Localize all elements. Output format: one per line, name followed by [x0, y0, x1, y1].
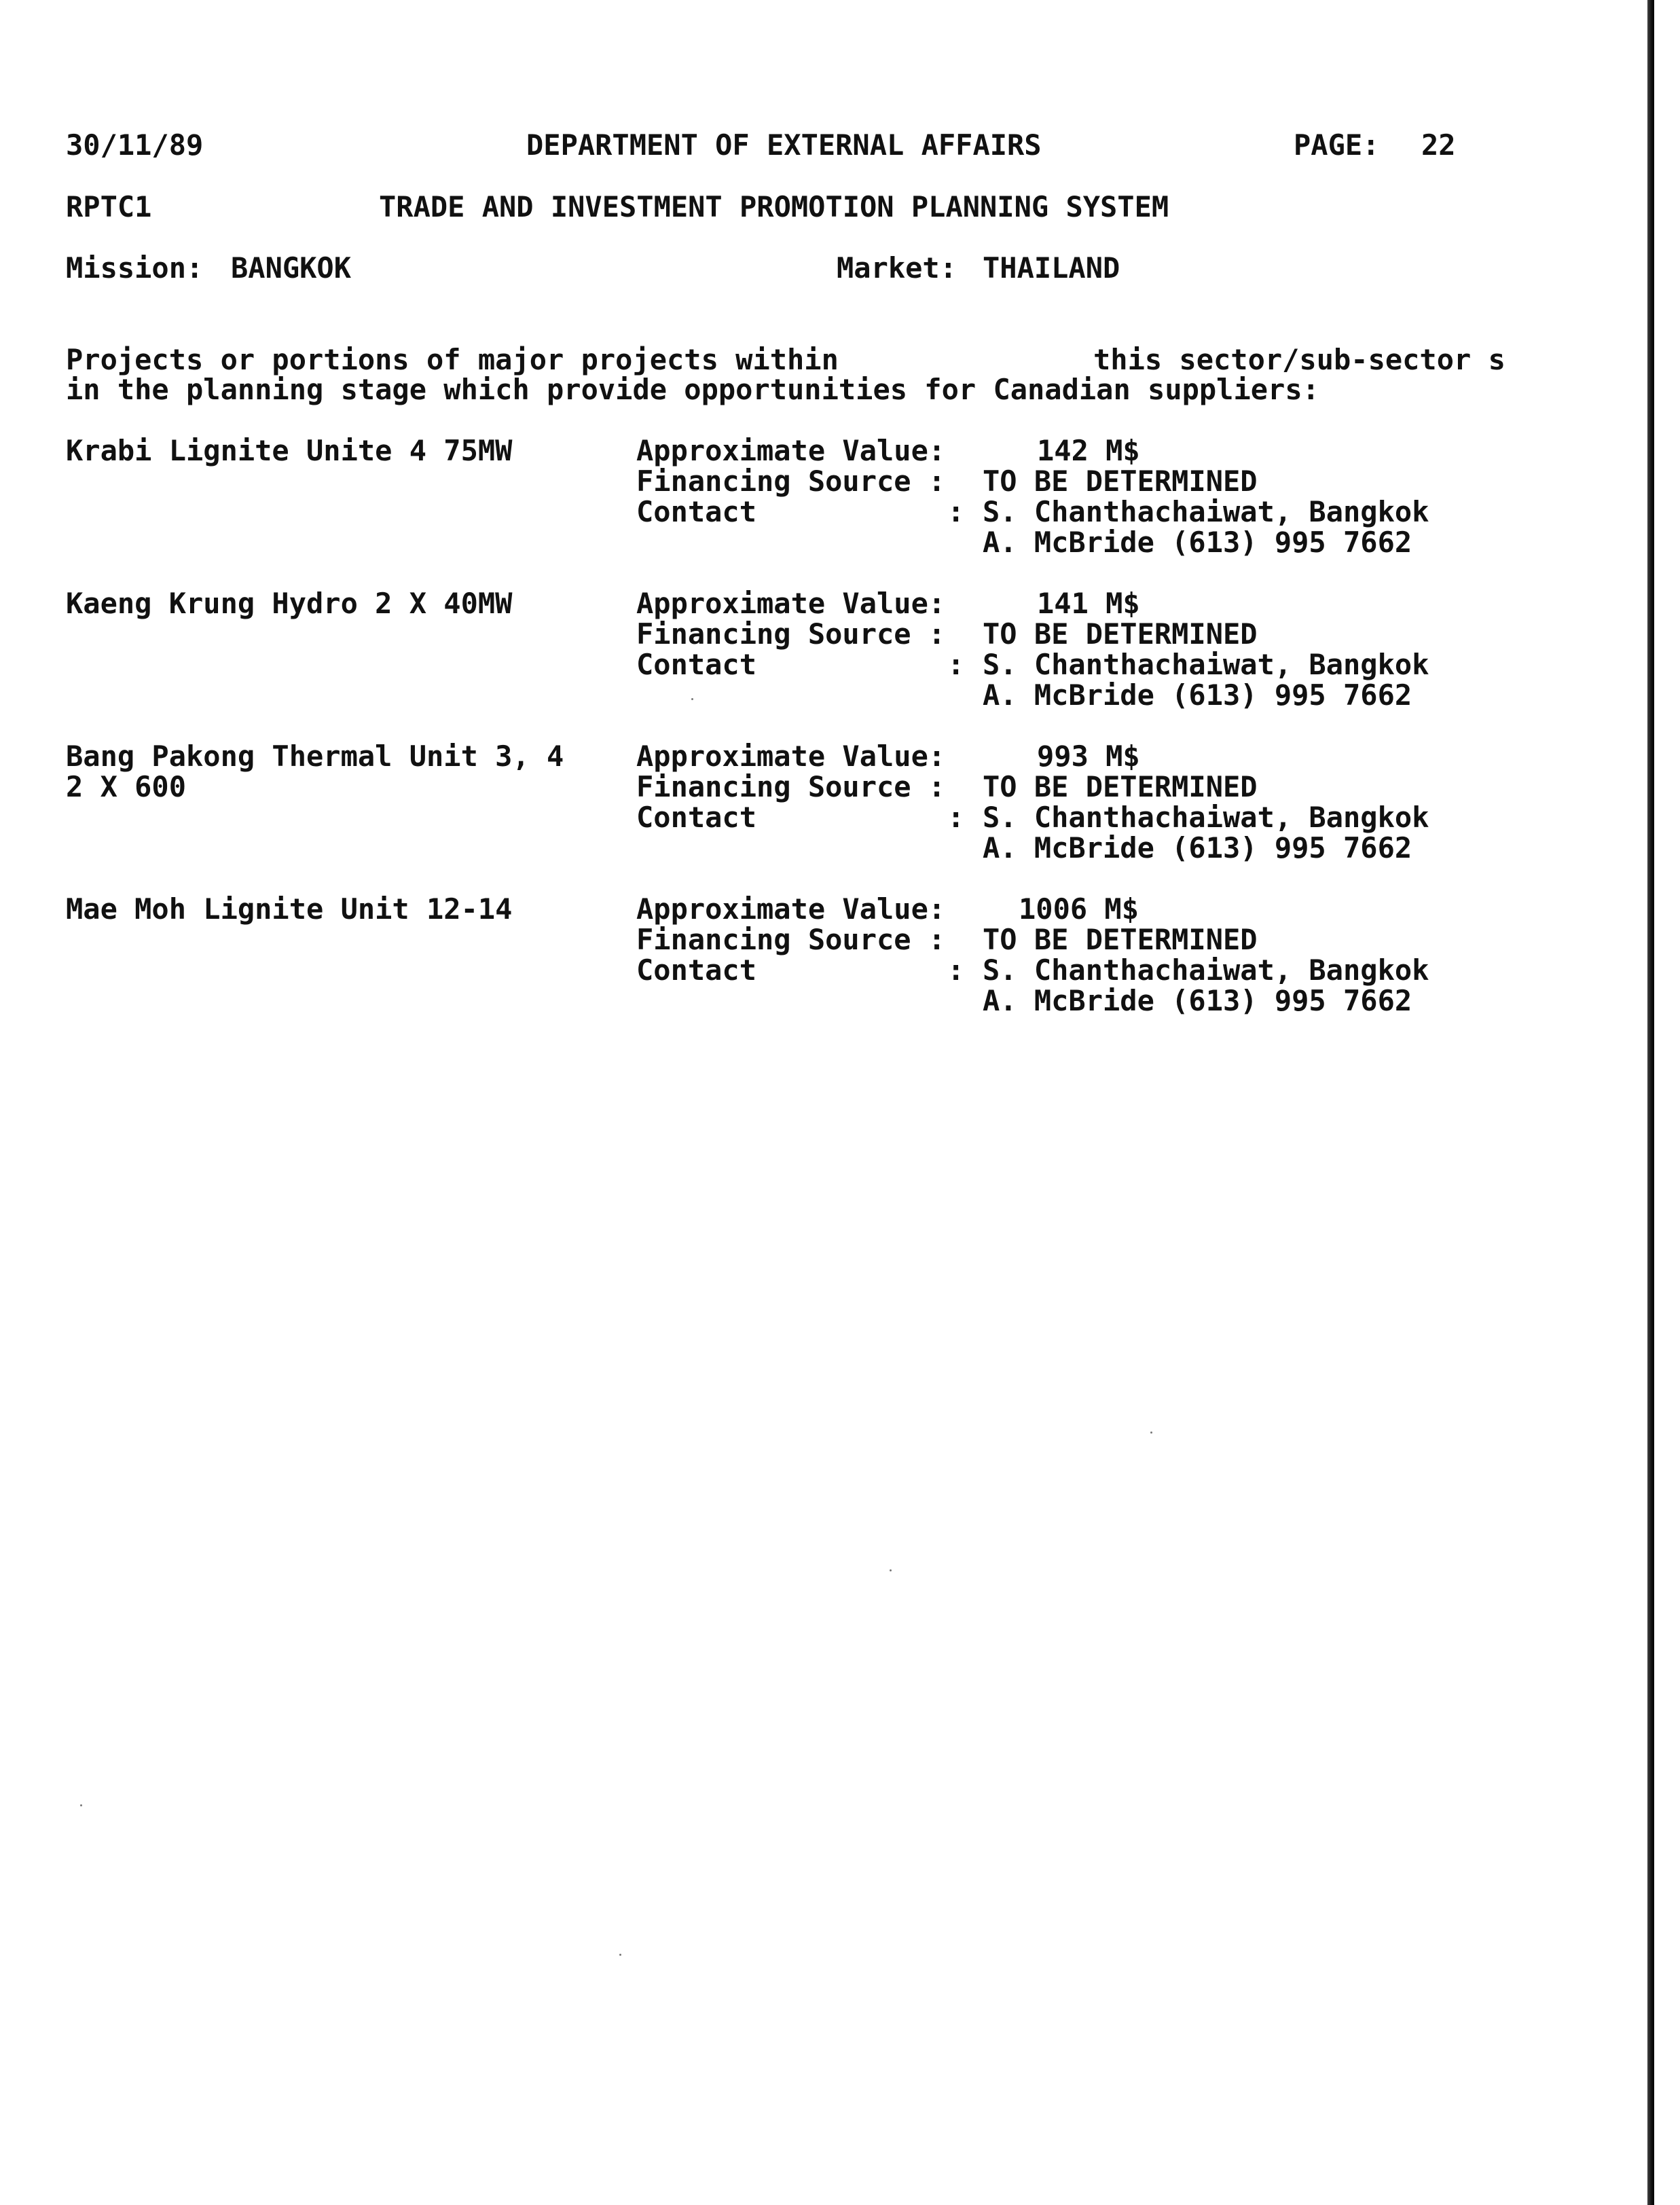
- scan-speck: [691, 698, 693, 700]
- page-label: PAGE:: [1294, 128, 1380, 162]
- scan-speck: [619, 1954, 621, 1956]
- financing-source-value: TO BE DETERMINED: [983, 770, 1258, 803]
- project-name: Krabi Lignite Unite 4 75MW: [66, 434, 513, 467]
- financing-source-value: TO BE DETERMINED: [983, 464, 1258, 498]
- contact-label: Contact: [636, 648, 757, 681]
- contact-label: Contact: [636, 801, 757, 834]
- department-title: DEPARTMENT OF EXTERNAL AFFAIRS: [526, 128, 1042, 162]
- contact-primary: S. Chanthachaiwat, Bangkok: [983, 495, 1429, 528]
- report-code: RPTC1: [66, 190, 152, 223]
- contact-label: Contact: [636, 495, 757, 528]
- report-date: 30/11/89: [66, 128, 204, 162]
- scan-speck: [890, 1569, 892, 1571]
- contact-primary: S. Chanthachaiwat, Bangkok: [983, 801, 1429, 834]
- contact-secondary: A. McBride (613) 995 7662: [983, 984, 1412, 1017]
- market-value: THAILAND: [983, 251, 1120, 285]
- approx-value: 141 M$: [1037, 587, 1140, 620]
- system-title: TRADE AND INVESTMENT PROMOTION PLANNING SYSTEM: [379, 190, 1169, 223]
- scan-margin: [1654, 0, 1680, 2205]
- financing-source-label: Financing Source :: [636, 617, 946, 651]
- contact-primary: S. Chanthachaiwat, Bangkok: [983, 648, 1429, 681]
- contact-secondary: A. McBride (613) 995 7662: [983, 526, 1412, 559]
- contact-primary: S. Chanthachaiwat, Bangkok: [983, 953, 1429, 987]
- financing-source-value: TO BE DETERMINED: [983, 923, 1258, 956]
- approx-value: 993 M$: [1037, 740, 1140, 773]
- intro-line2: in the planning stage which provide opportunities for Canadian suppliers:: [66, 373, 1319, 406]
- approx-value-label: Approximate Value:: [636, 892, 946, 926]
- contact-label: Contact: [636, 953, 757, 987]
- contact-colon: :: [947, 801, 965, 834]
- page-number: 22: [1421, 128, 1456, 162]
- mission-label: Mission:: [66, 251, 204, 285]
- approx-value-label: Approximate Value:: [636, 587, 946, 620]
- scan-speck: [1150, 1432, 1152, 1434]
- contact-colon: :: [947, 953, 965, 987]
- financing-source-label: Financing Source :: [636, 464, 946, 498]
- project-name: Kaeng Krung Hydro 2 X 40MW: [66, 587, 513, 620]
- financing-source-value: TO BE DETERMINED: [983, 617, 1258, 651]
- market-label: Market:: [837, 251, 957, 285]
- contact-secondary: A. McBride (613) 995 7662: [983, 678, 1412, 712]
- project-name: Bang Pakong Thermal Unit 3, 4: [66, 740, 564, 773]
- scan-edge: [1647, 0, 1654, 2205]
- intro-line1-left: Projects or portions of major projects within: [66, 343, 839, 376]
- contact-colon: :: [947, 648, 965, 681]
- financing-source-label: Financing Source :: [636, 770, 946, 803]
- scan-speck: [80, 1804, 82, 1806]
- contact-colon: :: [947, 495, 965, 528]
- approx-value: 1006 M$: [1019, 892, 1139, 926]
- intro-line1-right: this sector/sub-sector s: [1093, 343, 1505, 376]
- approx-value-label: Approximate Value:: [636, 434, 946, 467]
- financing-source-label: Financing Source :: [636, 923, 946, 956]
- mission-value: BANGKOK: [231, 251, 352, 285]
- project-name: Mae Moh Lignite Unit 12-14: [66, 892, 513, 926]
- approx-value: 142 M$: [1037, 434, 1140, 467]
- project-name-line2: 2 X 600: [66, 770, 187, 803]
- approx-value-label: Approximate Value:: [636, 740, 946, 773]
- contact-secondary: A. McBride (613) 995 7662: [983, 831, 1412, 864]
